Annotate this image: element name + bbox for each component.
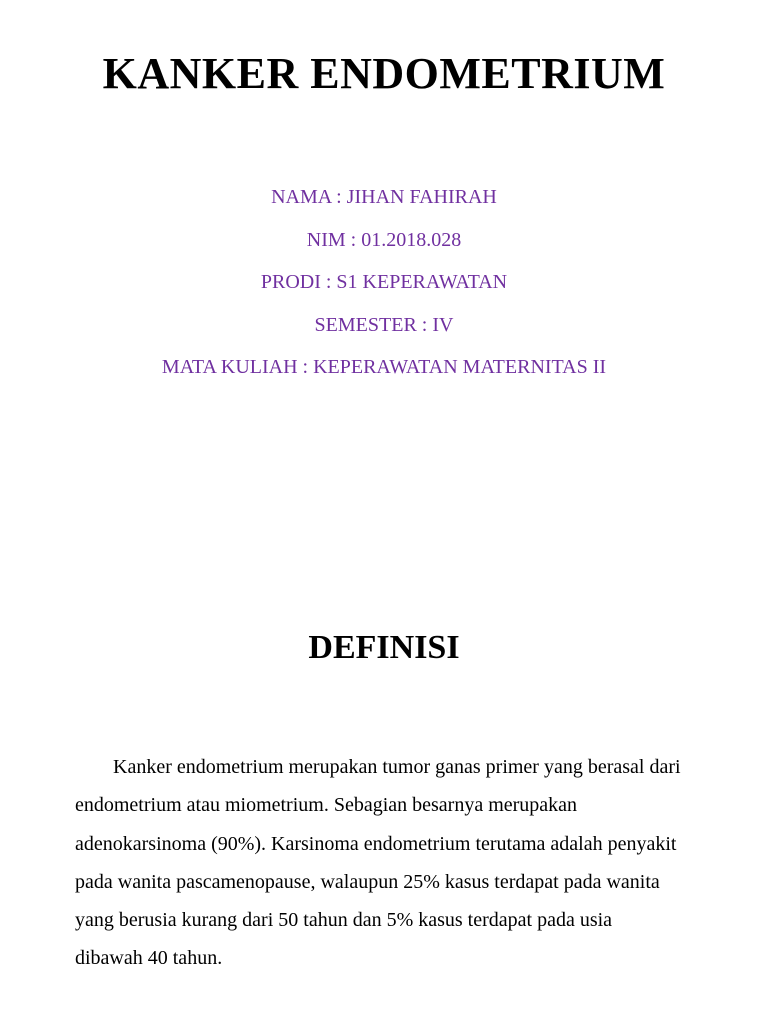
semester: SEMESTER : IV — [314, 313, 454, 336]
section-heading-definisi: DEFINISI — [308, 629, 460, 666]
paragraph-line: dibawah 40 tahun. — [75, 947, 223, 970]
course-name: MATA KULIAH : KEPERAWATAN MATERNITAS II — [161, 356, 607, 378]
definition-paragraph — [75, 748, 735, 978]
paragraph-line: Kanker endometrium merupakan tumor ganas primer yang berasal dari — [113, 756, 681, 778]
student-name: NAMA : JIHAN FAHIRAH — [271, 186, 497, 208]
document-title: KANKER ENDOMETRIUM — [102, 49, 666, 98]
student-identity-block — [0, 180, 768, 393]
paragraph-line: adenokarsinoma (90%). Karsinoma endometrium terutama adalah penyakit — [75, 832, 677, 855]
paragraph-line: pada wanita pascamenopause, walaupun 25% kasus terdapat pada wanita — [75, 870, 660, 893]
paragraph-line: yang berusia kurang dari 50 tahun dan 5% kasus terdapat pada usia — [75, 909, 613, 932]
study-program: PRODI : S1 KEPERAWATAN — [260, 271, 508, 293]
paragraph-line: endometrium atau miometrium. Sebagian besarnya merupakan — [75, 794, 578, 817]
student-nim: NIM : 01.2018.028 — [306, 228, 462, 251]
